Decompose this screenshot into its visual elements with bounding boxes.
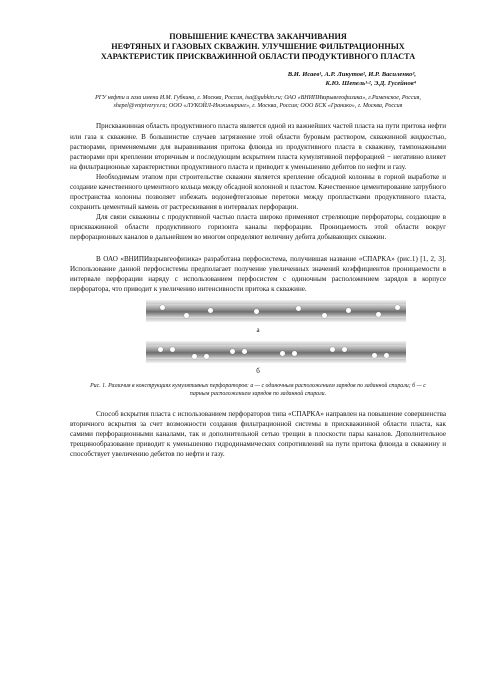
sparka-section (70, 254, 446, 294)
charge-hole (384, 353, 389, 358)
charge-hole (192, 354, 197, 359)
perforator-body (146, 345, 406, 359)
authors-line-1: В.И. Исаев¹, А.Р. Ликутов², И.Р. Василенко³, (287, 70, 416, 78)
charge-hole (204, 354, 209, 359)
title-line-2: НЕФТЯНЫХ И ГАЗОВЫХ СКВАЖИН. УЛУЧШЕНИЕ ФИЛЬТРАЦИОННЫХ (111, 42, 405, 52)
charge-hole (372, 353, 377, 358)
perforator-paired-image (146, 341, 406, 363)
affiliations: РГУ нефти и газа имени И.М. Губкина, г. Москва, Россия, isa@gubkin.ru; ОАО «ВНИПИвзрывгеофизика», г.Раменское, Россия, shepel@vnipivzryv.ru; ООО «ЛУКОЙЛ-Инжиниринг», г. Москва, Россия; ООО БСК «Гранико», г. Москва, Россия (95, 94, 421, 110)
perforator-single-image (146, 300, 406, 322)
title-line-1: ПОВЫШЕНИЕ КАЧЕСТВА ЗАКАНЧИВАНИЯ (169, 32, 347, 41)
paragraph-2: Необходимым этапом при строительстве скважин является крепление обсадной колонны в горной выработке и создание качественного цементного кольца между обсадной колонной и пластом. Качественное цементирование затрубного пространства колонны позволяет избежать водонефтегазовые перетоки между пропластками продуктивного пласта, сохранить цементный камень от растрескивания в интервалах перфорации. (70, 172, 446, 212)
paper-page (70, 32, 446, 460)
paragraph-5: Способ вскрытия пласта с использованием перфораторов типа «СПАРКА» направлен на повышение совершенства вторичного вскрытия за счет возможности создания фильтрационной системы в прискважинной области пласта, как самими перфорационными каналами, так и дополнительной сетью трещин в плоскости пары каналов. Дополнительное трещинообразование приводит к уменьшению гидродинамических сопротивлений на пути притока флюида в скважину и способствует увеличению дебитов по нефти и газу. (70, 410, 446, 459)
casing-rail-bottom (146, 318, 406, 322)
figure-label-b: б (256, 366, 260, 375)
paragraph-3: Для связи скважины с продуктивной частью пласта широко применяют стреляющие перфораторы, создающие в прискважинной области продуктивного горизонта каналы перфорации. Проницаемость этой области вокруг перфорационных каналов в дальнейшем во многом определяют величину дебита добывающих скважин. (70, 213, 446, 242)
figure-label-a: а (256, 325, 260, 334)
conclusion-section (70, 409, 446, 459)
charge-hole (296, 306, 301, 311)
paragraph-1: Прискважинная область продуктивного пласта является одной из важнейших частей пласта на пути притока нефти или газа к скважине. В большинстве случаев загрязнение этой области буровым раствором, скважинной жидкостью, растворами, применяемыми для выравнивания притока флюида из продуктивного пласта в скважину, тампонажными растворами при креплении вторичным и последующим вскрытием пласта кумулятивной перфорацией − негативно влияет на фильтрационные характеристики продуктивного пласта и приводит к уменьшению дебитов по нефти и газу. (70, 122, 446, 171)
charge-hole (158, 347, 163, 352)
charge-hole (395, 305, 400, 310)
charge-hole (322, 313, 327, 318)
figure-caption-label: Рис. 1. (90, 382, 107, 389)
charge-hole (184, 313, 189, 318)
paper-title (70, 32, 446, 63)
figure-1 (70, 300, 446, 398)
intro-section (70, 121, 446, 242)
charge-hole (254, 309, 259, 314)
authors-line-2: К.Ю. Шепель¹·², Э.Д. Гусейнов⁴ (325, 79, 416, 87)
casing-rail-bottom (146, 359, 406, 363)
charge-hole (170, 347, 175, 352)
charge-hole (242, 349, 247, 354)
charge-hole (342, 347, 347, 352)
figure-caption-text: Различия в конструкциях кумулятивных перфораторов: а — с одиночным расположением зарядов по заданной спирали; б — с парным расположением зарядов по заданной спирали. (108, 382, 426, 398)
charge-hole (230, 349, 235, 354)
title-line-3: ХАРАКТЕРИСТИК ПРИСКВАЖИННОЙ ОБЛАСТИ ПРОДУКТИВНОГО ПЛАСТА (100, 52, 416, 62)
figure-caption (70, 382, 446, 398)
charge-hole (280, 351, 285, 356)
paragraph-4: В ОАО «ВНИПИвзрывгеофизика» разработана перфосистема, получившая название «СПАРКА» (рис.1) [1, 2, 3]. Использование данной перфосистемы предполагает получение увеличенных значений коэффициентов проницаемости в интервале перфорации наряду с использованием перфосистем с одиночным расположением зарядов в корпусе перфоратора, что приводит к увеличению интенсивности притока к скважине. (70, 254, 446, 293)
charge-hole (330, 347, 335, 352)
charge-hole (376, 312, 381, 317)
charge-hole (292, 351, 297, 356)
charge-hole (346, 308, 351, 313)
authors (70, 70, 446, 88)
charge-hole (160, 305, 165, 310)
charge-hole (208, 308, 213, 313)
